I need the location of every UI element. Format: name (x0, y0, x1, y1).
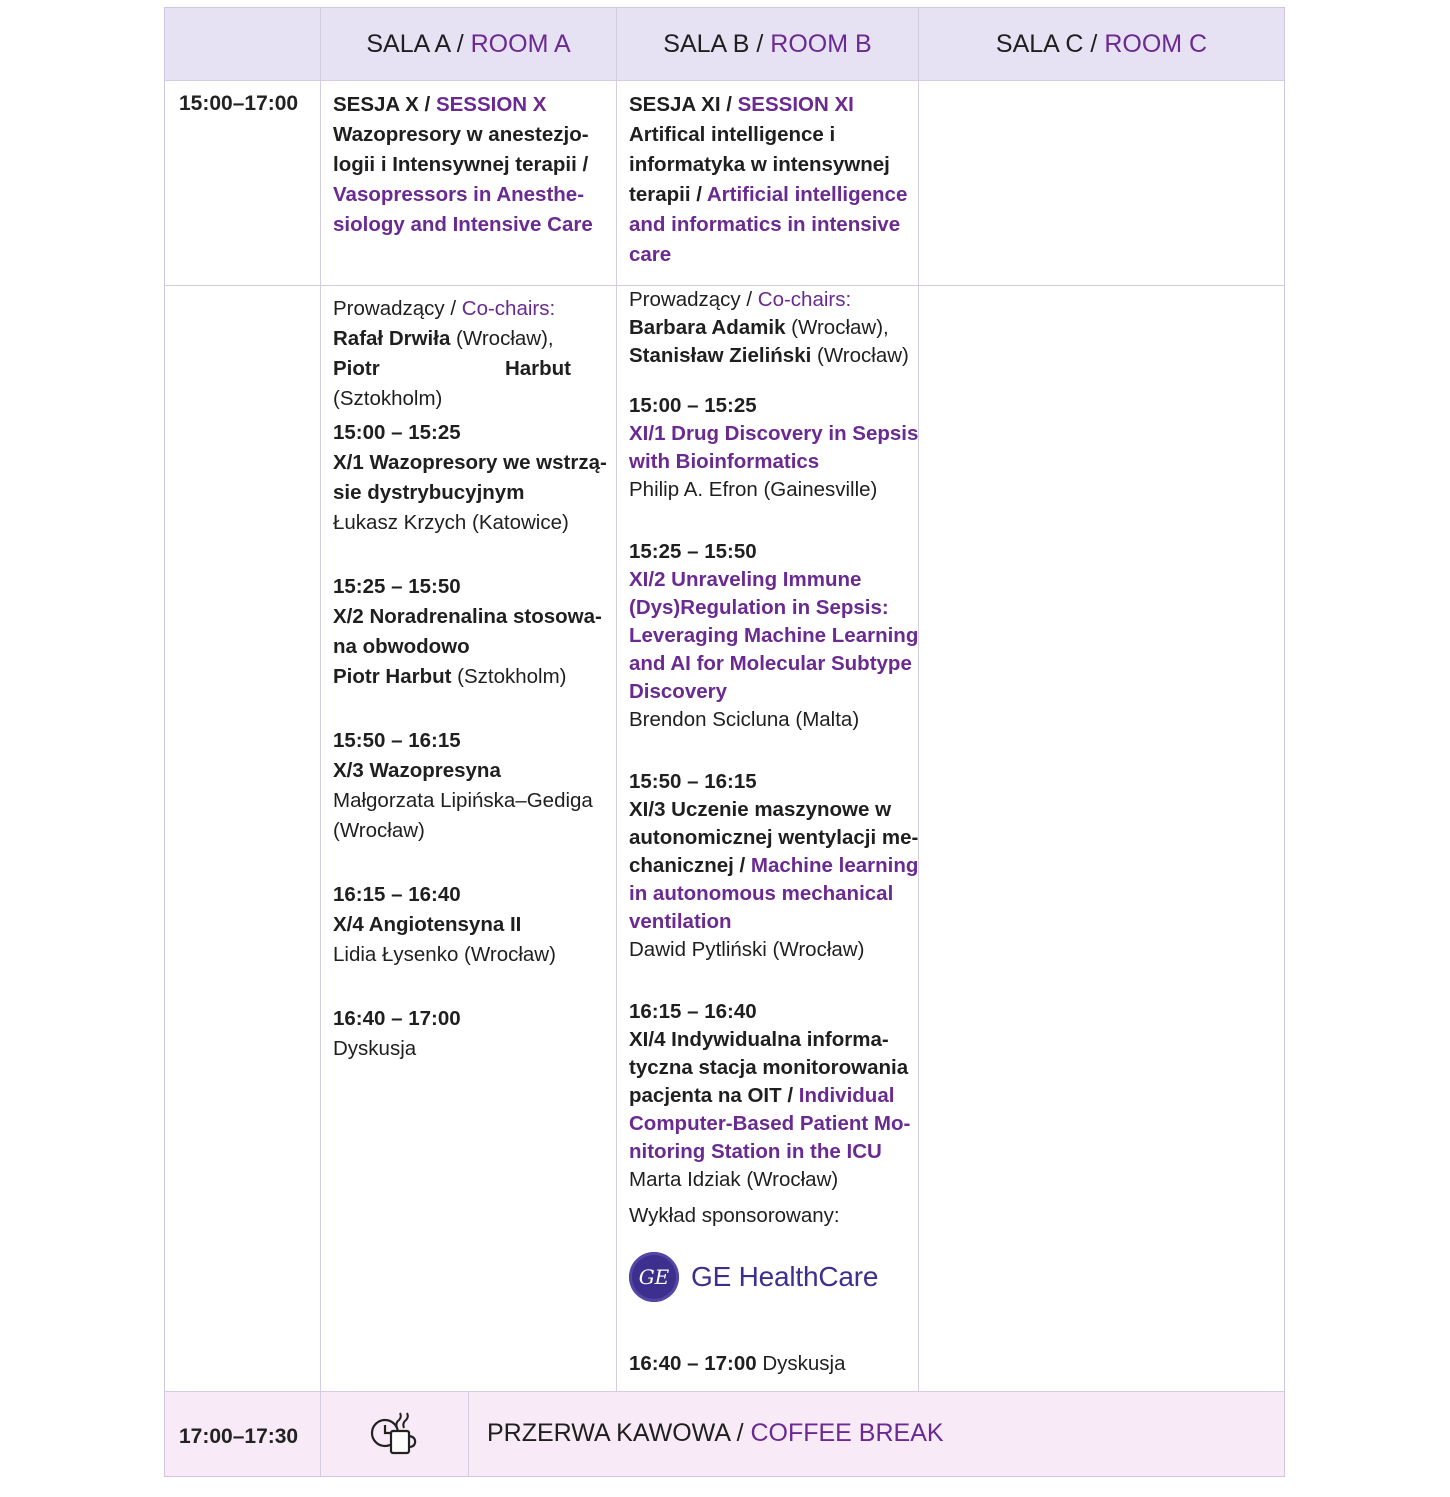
talk-item: 16:40 – 17:00 Dyskusja (333, 1007, 461, 1060)
talk-item: 15:50 – 16:15 XI/3 Uczenie maszynowe w autonomicznej wentylacji me-chanicznej / Machine learning in autonomous mechanical ventilation Dawid Pytliński (Wrocław) (629, 770, 919, 961)
talk-item: 15:25 – 15:50 X/2 Noradrenalina stosowa-na obwodowo Piotr Harbut (Sztokholm) (333, 575, 602, 688)
header-room-c: SALA C / ROOM C (995, 30, 1208, 58)
talk-item: 15:00 – 15:25 X/1 Wazopresory we wstrzą-sie dystrybucyjnym Łukasz Krzych (Katowice) (333, 421, 607, 534)
ge-healthcare-logo: GE GE HealthCare (629, 1252, 921, 1302)
break-label: PRZERWA KAWOWA / COFFEE BREAK (487, 1419, 944, 1447)
session-time: 15:00–17:00 (179, 92, 299, 115)
chairs: Prowadzący / Co-chairs: (333, 297, 556, 320)
header-room-b: SALA B / ROOM B (663, 30, 872, 58)
header-room-a: SALA A / ROOM A (366, 30, 571, 58)
ge-monogram-icon: GE (629, 1252, 679, 1302)
session-xi-heading: SESJA XI / SESSION XI Artifical intelligence i informatyka w intensywnej terapii / Artificial intelligence and informatics in intensive care (629, 93, 908, 266)
sponsored-label: Wykład sponsorowany: (629, 1204, 840, 1227)
talk-item: 15:25 – 15:50 XI/2 Unraveling Immune (Dys)Regulation in Sepsis: Leveraging Machine Learning and AI for Molecular Subtype Discovery Brendon Scicluna (Malta) (629, 540, 919, 731)
session-x-program: Prowadzący / Co-chairs: Rafał Drwiła (Wrocław), Piotr Harbut (Sztokholm) 15:00 – 15:25 X/1 Wazopresory we wstrzą-sie dystrybucyjnym Łukasz Krzych (Katowice) 15:25 – 15:50 X/2 Noradrenalina stosowa-na obwodowo Piotr Harbut (Sztokholm) 15:50 – 16:15 X/3 Wazopresyna Małgorzata Lipińska–Gediga (Wrocław) 16:15 – 16:40 X/4 Angiotensyna II Lidia Łysenko (Wrocław) 16:40 – 17:00 Dyskusja (333, 294, 611, 1064)
talk-item: 16:40 – 17:00 Dyskusja (629, 1352, 846, 1375)
break-time: 17:00–17:30 (179, 1425, 299, 1448)
talk-item: 16:15 – 16:40 X/4 Angiotensyna II Lidia Łysenko (Wrocław) (333, 883, 556, 966)
talk-item: 15:50 – 16:15 X/3 Wazopresyna Małgorzata Lipińska–Gediga (Wrocław) (333, 729, 593, 842)
coffee-break-icon (369, 1411, 421, 1457)
session-xi-program: Prowadzący / Co-chairs: Barbara Adamik (Wrocław), Stanisław Zieliński (Wrocław) 15:00 – 15:25 XI/1 Drug Discovery in Sepsis with Bioinformatics Philip A. Efron (Gainesville) 15:25 – 15:50 XI/2 Unraveling Immune (Dys)Regulation in Sepsis: Leveraging Machine Learning and AI for Molecular Subtype Discovery Brendon Scicluna (Malta) 15:50 – 16:15 XI/3 Uczenie maszynowe w autonomicznej wentylacji me-chanicznej / Machine learning in autonomous mechanical ventilation Dawid Pytliński (Wrocław) 16:15 – 16:40 XI/4 Indywidualna informa-tyczna stacja monitorowania pacjenta na OIT / Individual Computer-Based Patient Mo-nitoring Station in the ICU Marta Idziak (Wrocław) Wykład sponsorowany: GE GE HealthCare 16:40 – 17:00 Dyskusja (629, 286, 921, 1378)
chairs: Prowadzący / Co-chairs: (629, 288, 852, 311)
talk-item: 16:15 – 16:40 XI/4 Indywidualna informa-tyczna stacja monitorowania pacjenta na OIT / Individual Computer-Based Patient Mo-nitoring Station in the ICU Marta Idziak (Wrocław) (629, 1000, 911, 1191)
session-x-heading: SESJA X / SESSION X Wazopresory w anestezjo-logii i Intensywnej terapii / Vasopressors in Anesthe-siology and Intensive Care (333, 93, 593, 236)
talk-item: 15:00 – 15:25 XI/1 Drug Discovery in Sepsis with Bioinformatics Philip A. Efron (Gainesville) (629, 394, 919, 501)
schedule-table (164, 7, 1285, 1477)
